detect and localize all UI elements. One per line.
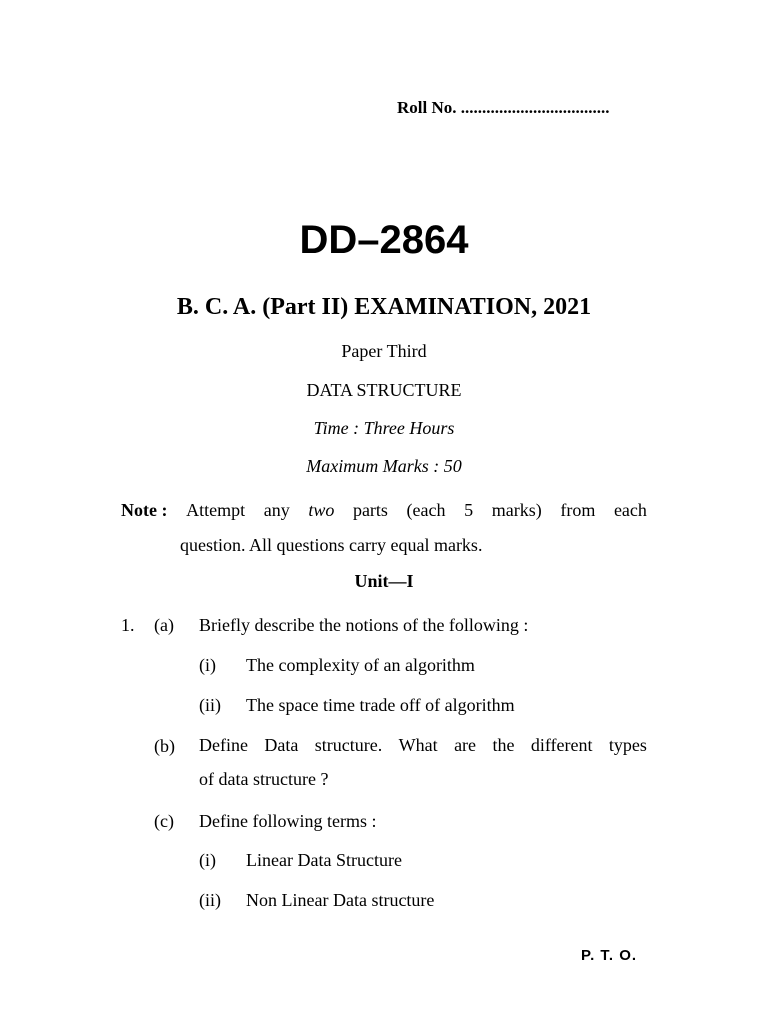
maximum-marks: Maximum Marks : 50	[306, 456, 462, 476]
part-b-label: (b)	[154, 736, 175, 756]
part-c-ii-label: (ii)	[199, 890, 221, 910]
part-a-text: Briefly describe the notions of the following :	[199, 615, 529, 635]
note-line-2: question. All questions carry equal marks.	[180, 535, 483, 555]
part-a-label: (a)	[154, 615, 174, 635]
part-b-text	[199, 728, 647, 796]
note-word: 5	[464, 500, 474, 520]
unit-heading: Unit—I	[354, 571, 414, 591]
part-b-word: Data	[264, 735, 299, 755]
note-word-emphasis: two	[308, 500, 335, 520]
note-word: Attempt	[186, 500, 246, 520]
exam-time: Time : Three Hours	[313, 418, 455, 438]
roll-number: Roll No. ...................................	[397, 98, 610, 117]
part-c-text: Define following terms :	[199, 811, 377, 831]
subject-title: DATA STRUCTURE	[306, 380, 462, 400]
part-c-i-label: (i)	[199, 850, 216, 870]
part-b-word: are	[454, 735, 477, 755]
note-word: from	[560, 500, 596, 520]
paper-number: Paper Third	[341, 341, 427, 361]
part-c-label: (c)	[154, 811, 174, 831]
part-b-word: different	[530, 735, 593, 755]
part-a-ii-label: (ii)	[199, 695, 221, 715]
note-word: (each	[406, 500, 446, 520]
part-b-word: Define	[199, 735, 248, 755]
part-c-i-text: Linear Data Structure	[246, 850, 402, 870]
paper-code: DD–2864	[299, 218, 469, 262]
instructions-note	[121, 493, 647, 563]
part-b-word: What	[398, 735, 438, 755]
note-word: any	[263, 500, 290, 520]
part-b-line-1	[199, 728, 647, 762]
note-word: parts	[352, 500, 388, 520]
note-label: Note :	[121, 500, 168, 520]
part-a-i-text: The complexity of an algorithm	[246, 655, 475, 675]
part-b-word: types	[608, 735, 647, 755]
part-c-ii-text: Non Linear Data structure	[246, 890, 435, 910]
question-number: 1.	[121, 615, 135, 635]
please-turn-over: P. T. O.	[581, 947, 638, 964]
note-word: marks)	[491, 500, 542, 520]
part-a-i-label: (i)	[199, 655, 216, 675]
exam-title: B. C. A. (Part II) EXAMINATION, 2021	[176, 294, 592, 320]
note-word: each	[613, 500, 647, 520]
part-b-word: structure.	[314, 735, 383, 755]
part-b-line-2: of data structure ?	[199, 769, 329, 789]
note-line-1	[121, 493, 647, 528]
part-b-word: the	[492, 735, 515, 755]
part-a-ii-text: The space time trade off of algorithm	[246, 695, 515, 715]
